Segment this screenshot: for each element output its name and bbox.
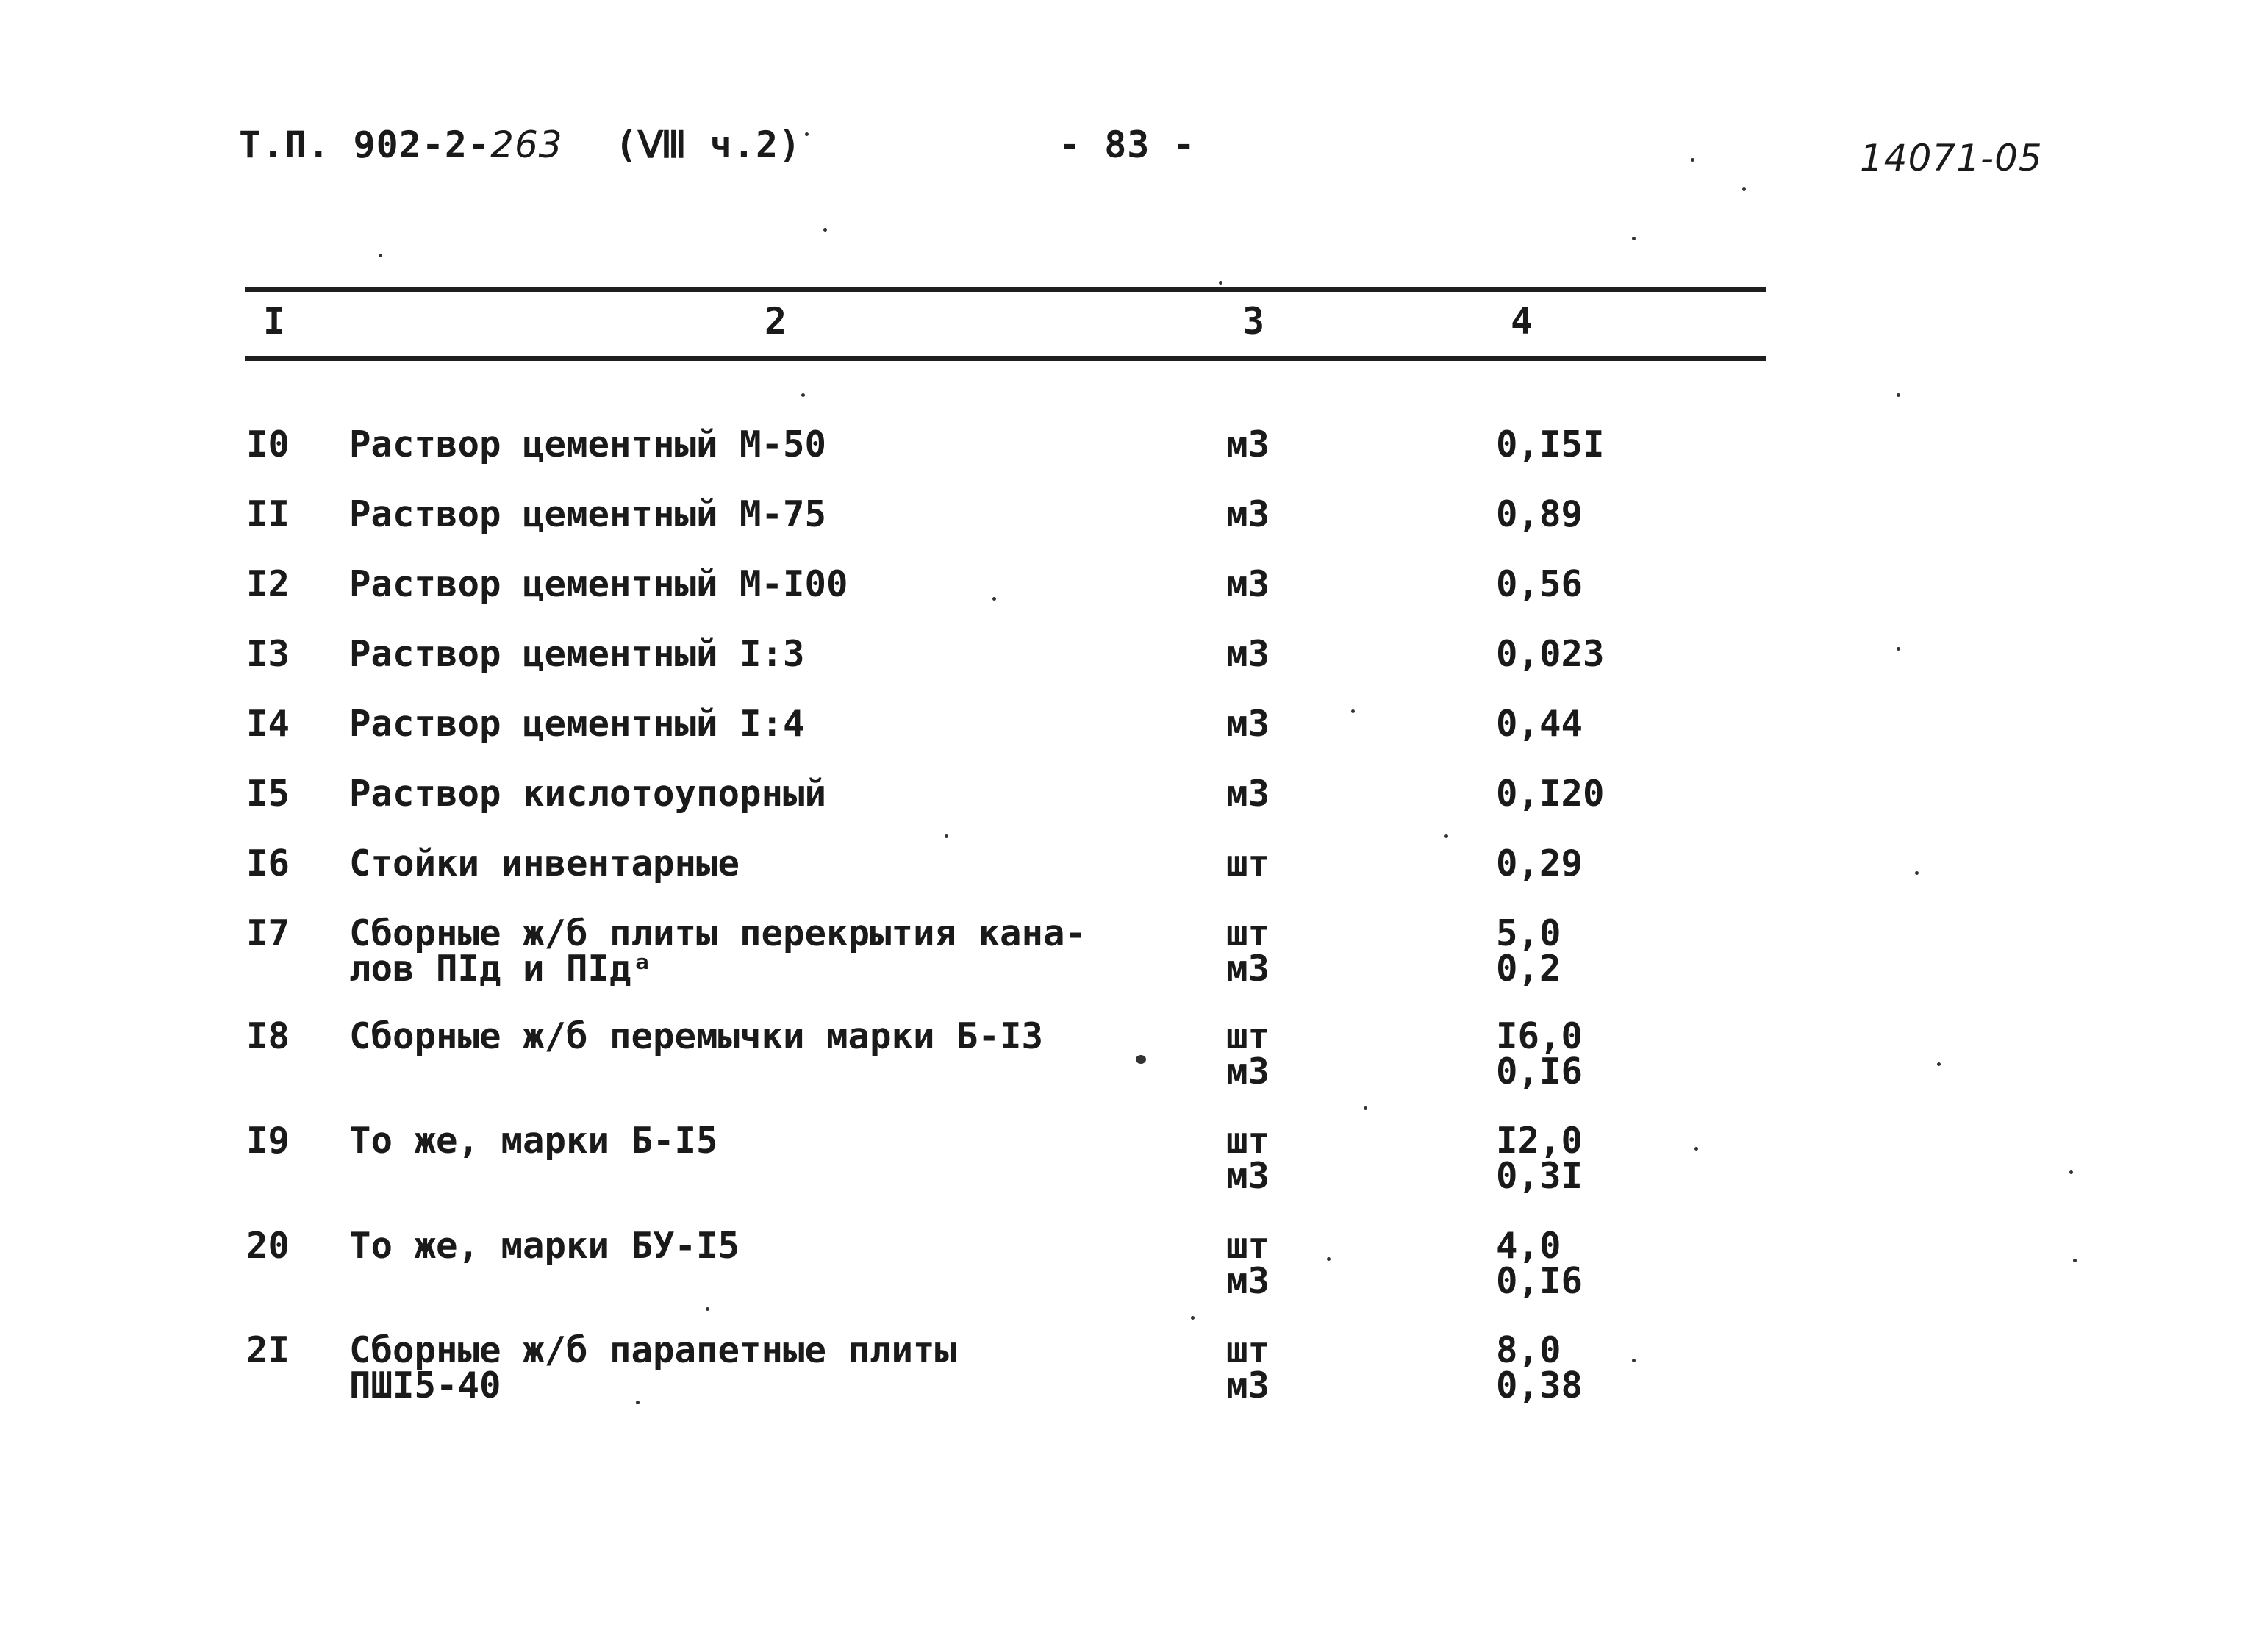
scan-speck (1742, 187, 1746, 191)
scan-speck (1632, 237, 1636, 240)
row-number: I0 (246, 423, 290, 465)
unit (1226, 1120, 1270, 1197)
item-name (349, 1225, 740, 1267)
scan-speck (1915, 871, 1919, 875)
row-number: I2 (246, 563, 290, 605)
quantity (1496, 1329, 1583, 1406)
quantity-line: 0,I6 (1496, 1051, 1583, 1093)
item-name-line: Раствор цементный I:4 (349, 703, 805, 745)
quantity (1496, 633, 1605, 675)
quantity-line: 0,I5I (1496, 423, 1605, 465)
quantity-line: I2,0 (1496, 1120, 1583, 1162)
scan-speck (1444, 834, 1448, 838)
unit-line: м3 (1226, 423, 1270, 465)
scan-speck (801, 393, 805, 397)
unit-line: м3 (1226, 633, 1270, 675)
unit-line: шт (1226, 912, 1270, 954)
unit-line: м3 (1226, 1365, 1270, 1406)
item-name-line: Сборные ж/б перемычки марки Б-I3 (349, 1015, 1044, 1057)
scan-speck (1191, 1316, 1195, 1320)
item-name (349, 1015, 1044, 1057)
document-code-handwritten: 263 (490, 124, 563, 166)
unit (1226, 843, 1270, 884)
row-number: I5 (246, 773, 290, 815)
row-number: I6 (246, 843, 290, 884)
row-number: I7 (246, 912, 290, 954)
unit-line: м3 (1226, 1155, 1270, 1197)
row-number: 20 (246, 1225, 290, 1267)
unit-line: м3 (1226, 948, 1270, 990)
column-header-4: 4 (1511, 300, 1533, 343)
unit-line: м3 (1226, 563, 1270, 605)
page-number: - 83 - (1059, 124, 1196, 166)
document-code (239, 124, 801, 166)
quantity-line: 0,3I (1496, 1155, 1583, 1197)
item-name (349, 912, 1087, 990)
quantity (1496, 843, 1583, 884)
unit (1226, 1329, 1270, 1406)
quantity-line: 0,29 (1496, 843, 1583, 884)
quantity-line: 0,56 (1496, 563, 1583, 605)
quantity-line: 5,0 (1496, 912, 1561, 954)
scan-speck (636, 1401, 640, 1404)
document-code-prefix: Т.П. 902-2- (239, 124, 491, 166)
item-name-line: Сборные ж/б плиты перекрытия кана- (349, 912, 1087, 954)
item-name-line: Раствор кислотоупорный (349, 773, 827, 815)
quantity-line: 0,2 (1496, 948, 1561, 990)
unit (1226, 912, 1270, 990)
item-name-line: ПШI5-40 (349, 1365, 501, 1406)
unit (1226, 493, 1270, 535)
unit (1226, 633, 1270, 675)
scan-speck (945, 834, 948, 838)
scan-speck (2073, 1259, 2077, 1262)
quantity-line: 0,I6 (1496, 1260, 1583, 1302)
scan-speck (1897, 393, 1900, 397)
item-name-line: Раствор цементный М-I00 (349, 563, 848, 605)
unit-line: шт (1226, 1015, 1270, 1057)
document-part: (Ⅷ ч.2) (615, 124, 802, 166)
row-number: 2I (246, 1329, 290, 1371)
unit (1226, 1225, 1270, 1302)
scan-speck (1897, 647, 1900, 651)
scan-speck (706, 1307, 709, 1311)
item-name-line: Раствор цементный I:3 (349, 633, 805, 675)
unit-line: м3 (1226, 1051, 1270, 1093)
column-header-1: I (263, 300, 286, 343)
quantity (1496, 773, 1605, 815)
item-name (349, 1120, 718, 1162)
item-name-line: То же, марки Б-I5 (349, 1120, 718, 1162)
quantity-line: 0,89 (1496, 493, 1583, 535)
scan-speck (379, 254, 382, 257)
scan-speck (992, 597, 996, 601)
unit-line: м3 (1226, 703, 1270, 745)
scan-speck (1327, 1257, 1331, 1261)
row-number: I9 (246, 1120, 290, 1162)
quantity (1496, 493, 1583, 535)
quantity (1496, 912, 1561, 990)
scan-speck (823, 228, 827, 232)
quantity (1496, 1015, 1583, 1093)
quantity-line: 0,I20 (1496, 773, 1605, 815)
item-name (349, 1329, 957, 1406)
row-number: I4 (246, 703, 290, 745)
unit-line: шт (1226, 1329, 1270, 1371)
unit (1226, 703, 1270, 745)
item-name-line: Стойки инвентарные (349, 843, 740, 884)
scan-speck (1364, 1106, 1367, 1110)
unit-line: шт (1226, 1225, 1270, 1267)
scan-speck (1632, 1359, 1636, 1362)
quantity (1496, 703, 1583, 745)
item-name-line: То же, марки БУ-I5 (349, 1225, 740, 1267)
quantity-line: 4,0 (1496, 1225, 1561, 1267)
item-name (349, 773, 827, 815)
item-name (349, 493, 827, 535)
unit (1226, 1015, 1270, 1093)
table-top-rule (245, 287, 1766, 292)
unit (1226, 563, 1270, 605)
item-name (349, 423, 827, 465)
unit (1226, 423, 1270, 465)
item-name-line: Сборные ж/б парапетные плиты (349, 1329, 957, 1371)
row-number: II (246, 493, 290, 535)
row-number: I3 (246, 633, 290, 675)
item-name (349, 703, 805, 745)
item-name (349, 633, 805, 675)
row-number: I8 (246, 1015, 290, 1057)
item-name (349, 563, 848, 605)
quantity (1496, 423, 1605, 465)
unit-line: м3 (1226, 773, 1270, 815)
quantity-line: 8,0 (1496, 1329, 1561, 1371)
scan-speck (1937, 1062, 1941, 1066)
unit-line: м3 (1226, 493, 1270, 535)
quantity-line: 0,44 (1496, 703, 1583, 745)
quantity-line: I6,0 (1496, 1015, 1583, 1057)
quantity-line: 0,38 (1496, 1365, 1583, 1406)
unit-line: м3 (1226, 1260, 1270, 1302)
quantity (1496, 563, 1583, 605)
item-name (349, 843, 740, 884)
quantity-line: 0,023 (1496, 633, 1605, 675)
column-header-3: 3 (1242, 300, 1265, 343)
scan-speck (1694, 1147, 1698, 1151)
item-name-line: Раствор цементный М-50 (349, 423, 827, 465)
scan-speck (2069, 1170, 2073, 1174)
item-name-line: лов ПIд и ПIдᵃ (349, 948, 654, 990)
archive-number: 14071-05 (1860, 137, 2043, 179)
scan-speck (1351, 709, 1355, 713)
quantity (1496, 1120, 1583, 1197)
unit-line: шт (1226, 1120, 1270, 1162)
quantity (1496, 1225, 1583, 1302)
item-name-line: Раствор цементный М-75 (349, 493, 827, 535)
scan-speck (1691, 158, 1694, 162)
table-header-rule (245, 356, 1766, 361)
column-header-2: 2 (765, 300, 787, 343)
unit-line: шт (1226, 843, 1270, 884)
unit (1226, 773, 1270, 815)
scan-speck (805, 132, 809, 136)
scan-speck (1136, 1055, 1146, 1064)
scan-speck (1219, 281, 1222, 285)
